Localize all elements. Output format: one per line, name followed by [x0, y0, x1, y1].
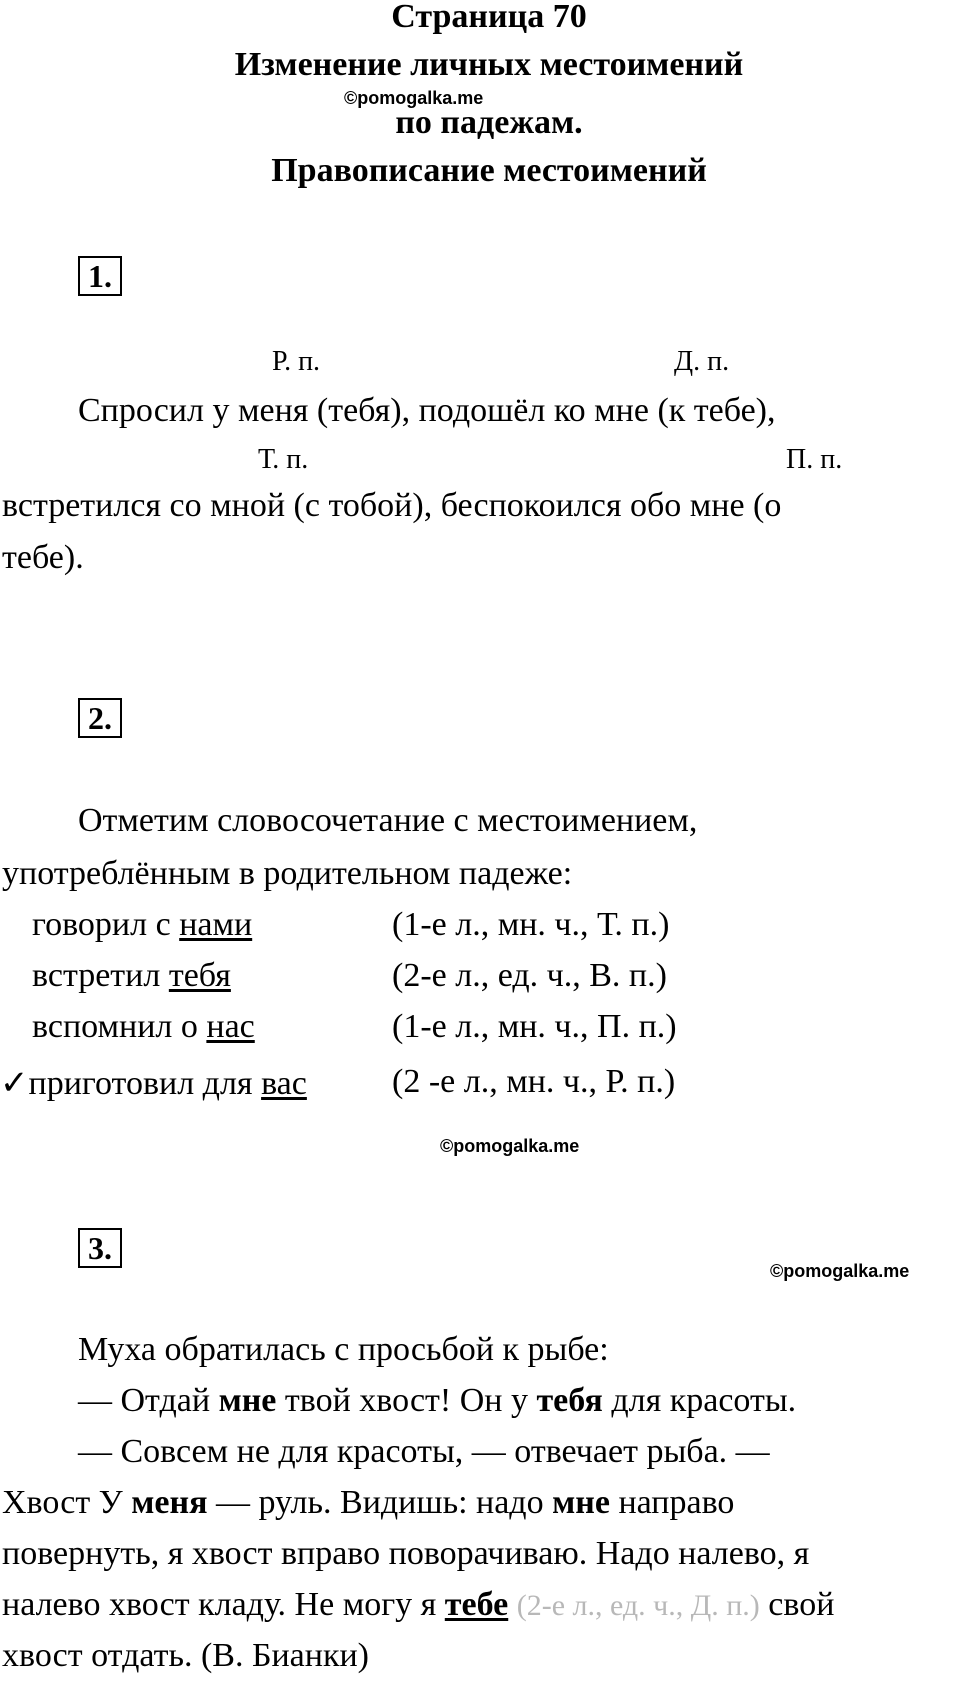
task3-line5: повернуть, я хвост вправо поворачиваю. Надо налево, я [2, 1535, 810, 1572]
text-fragment: Хвост У [2, 1484, 132, 1521]
task1-line3: тебе). [2, 539, 84, 576]
task3-line2 [78, 1382, 796, 1420]
grammar-info-gray: (2-е л., ед. ч., Д. п.) [516, 1589, 760, 1622]
pronoun: тебя [168, 957, 231, 994]
text-fragment: твой хвост! Он у [276, 1382, 537, 1419]
pronoun: вас [261, 1065, 307, 1102]
task3-line1: Муха обратилась с просьбой к рыбе: [78, 1331, 609, 1368]
task1-line2: встретился со мной (с тобой), беспокоился обо мне (о [2, 487, 782, 524]
pronoun-bold: тебя [536, 1382, 603, 1419]
pronoun: нас [206, 1008, 255, 1045]
phrase-row [32, 1008, 255, 1046]
topic-title-line3: Правописание местоимений [271, 152, 707, 189]
phrase-text: говорил с [32, 906, 180, 943]
task3-line3: — Совсем не для красоты, — отвечает рыба. — [78, 1433, 770, 1470]
case-label-dp: Д. п. [674, 346, 730, 377]
pronoun-bold-underlined: тебе [444, 1586, 509, 1623]
task-number-2: 2. [78, 698, 122, 738]
watermark: ©pomogalka.me [440, 1136, 580, 1156]
pronoun-bold: мне [552, 1484, 610, 1521]
text-fragment: — руль. Видишь: надо [207, 1484, 553, 1521]
watermark: ©pomogalka.me [344, 88, 484, 108]
task3-line4 [2, 1484, 734, 1522]
task-number-3: 3. [78, 1228, 122, 1268]
grammar-info: (2 -е л., мн. ч., Р. п.) [392, 1063, 676, 1100]
phrase-text: приготовил для [28, 1065, 262, 1102]
phrase-text: встретил [32, 957, 169, 994]
pronoun-bold: меня [131, 1484, 208, 1521]
task3-line6 [2, 1586, 834, 1624]
task-number-1: 1. [78, 256, 122, 296]
case-label-tp: Т. п. [258, 444, 309, 475]
grammar-info: (1-е л., мн. ч., П. п.) [392, 1008, 677, 1045]
text-fragment: для красоты. [602, 1382, 797, 1419]
text-fragment: — Отдай [78, 1382, 219, 1419]
grammar-info: (1-е л., мн. ч., Т. п.) [392, 906, 670, 943]
watermark: ©pomogalka.me [770, 1261, 910, 1281]
phrase-row [32, 906, 252, 944]
task1-line1: Спросил у меня (тебя), подошёл ко мне (к тебе), [78, 392, 776, 429]
page-title: Страница 70 [391, 0, 587, 35]
grammar-info: (2-е л., ед. ч., В. п.) [392, 957, 667, 994]
topic-title-line2: по падежам. [395, 104, 583, 141]
text-fragment: направо [609, 1484, 735, 1521]
phrase-row [32, 957, 231, 995]
phrase-text: вспомнил о [32, 1008, 207, 1045]
pronoun-bold: мне [218, 1382, 277, 1419]
phrase-row-selected [0, 1063, 307, 1103]
task2-intro-line1: Отметим словосочетание с местоимением, [78, 802, 698, 839]
check-mark-icon: ✓ [0, 1065, 29, 1102]
case-label-pp: П. п. [786, 444, 843, 475]
pronoun: нами [179, 906, 253, 943]
text-fragment: налево хвост кладу. Не могу я [2, 1586, 445, 1623]
case-label-rp: Р. п. [272, 346, 321, 377]
task2-intro-line2: употреблённым в родительном падеже: [2, 855, 573, 892]
text-fragment: свой [759, 1586, 835, 1623]
topic-title-line1: Изменение личных местоимений [234, 46, 744, 83]
task3-line7: хвост отдать. (В. Бианки) [2, 1637, 369, 1674]
